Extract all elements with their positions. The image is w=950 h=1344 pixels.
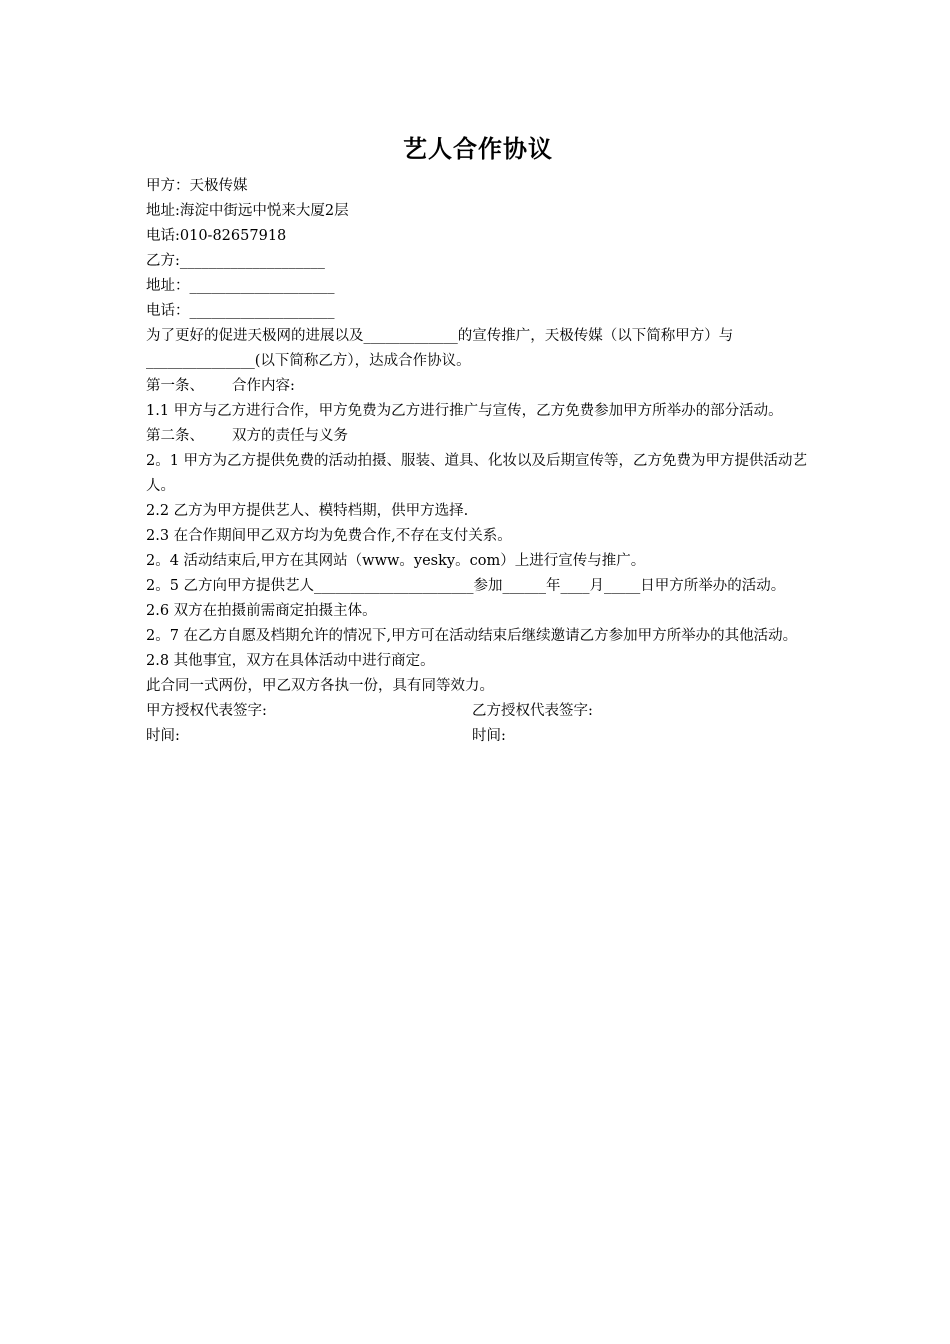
document-title: 艺人合作协议	[403, 135, 553, 163]
article-2-title: 双方的责任与义务	[232, 428, 348, 444]
clause-2-6: 2.6 双方在拍摄前需商定拍摄主体。	[146, 603, 377, 619]
clause-2-7: 2。7 在乙方自愿及档期允许的情况下,甲方可在活动结束后继续邀请乙方参加甲方所举办的其他活动。	[146, 628, 798, 644]
article-2-heading	[146, 424, 810, 449]
clause-2-5: 2。5 乙方向甲方提供艺人______________________参加______年____月_____日甲方所举办的活动。	[146, 578, 786, 594]
phone-a: 电话:010-82657918	[146, 228, 287, 244]
closing-statement: 此合同一式两份，甲乙双方各执一份，具有同等效力。	[146, 678, 494, 694]
clause-2-3: 2.3 在合作期间甲乙双方均为免费合作,不存在支付关系。	[146, 528, 512, 544]
party-a: 甲方：天极传媒	[146, 178, 248, 194]
time-b: 时间:	[472, 728, 506, 744]
clause-2-1: 2。1 甲方为乙方提供免费的活动拍摄、服装、道具、化妆以及后期宣传等，乙方免费为甲方提供活动艺人。	[146, 453, 808, 494]
signature-b: 乙方授权代表签字:	[472, 703, 593, 719]
article-1-label: 第一条、	[146, 378, 204, 394]
article-1-title: 合作内容:	[232, 378, 295, 394]
intro-paragraph: 为了更好的促进天极网的进展以及_____________的宣传推广，天极传媒（以下简称甲方）与_______________(以下简称乙方），达成合作协议。	[146, 328, 734, 369]
signature-row	[146, 699, 810, 724]
document-page	[146, 132, 810, 749]
phone-b: 电话：____________________	[146, 303, 335, 319]
signature-a: 甲方授权代表签字:	[146, 703, 267, 719]
address-b: 地址：____________________	[146, 278, 335, 294]
address-a: 地址:海淀中街远中悦来大厦2层	[146, 203, 349, 219]
clause-2-4: 2。4 活动结束后,甲方在其网站（www。yesky。com）上进行宣传与推广。	[146, 553, 646, 569]
time-row	[146, 724, 810, 749]
clause-2-2: 2.2 乙方为甲方提供艺人、模特档期，供甲方选择.	[146, 503, 469, 519]
clause-2-8: 2.8 其他事宜，双方在具体活动中进行商定。	[146, 653, 435, 669]
article-2-label: 第二条、	[146, 428, 204, 444]
party-b: 乙方:____________________	[146, 253, 325, 269]
clause-1-1: 1.1 甲方与乙方进行合作，甲方免费为乙方进行推广与宣传，乙方免费参加甲方所举办的部分活动。	[146, 403, 783, 419]
time-a: 时间:	[146, 728, 180, 744]
article-1-heading	[146, 374, 810, 399]
